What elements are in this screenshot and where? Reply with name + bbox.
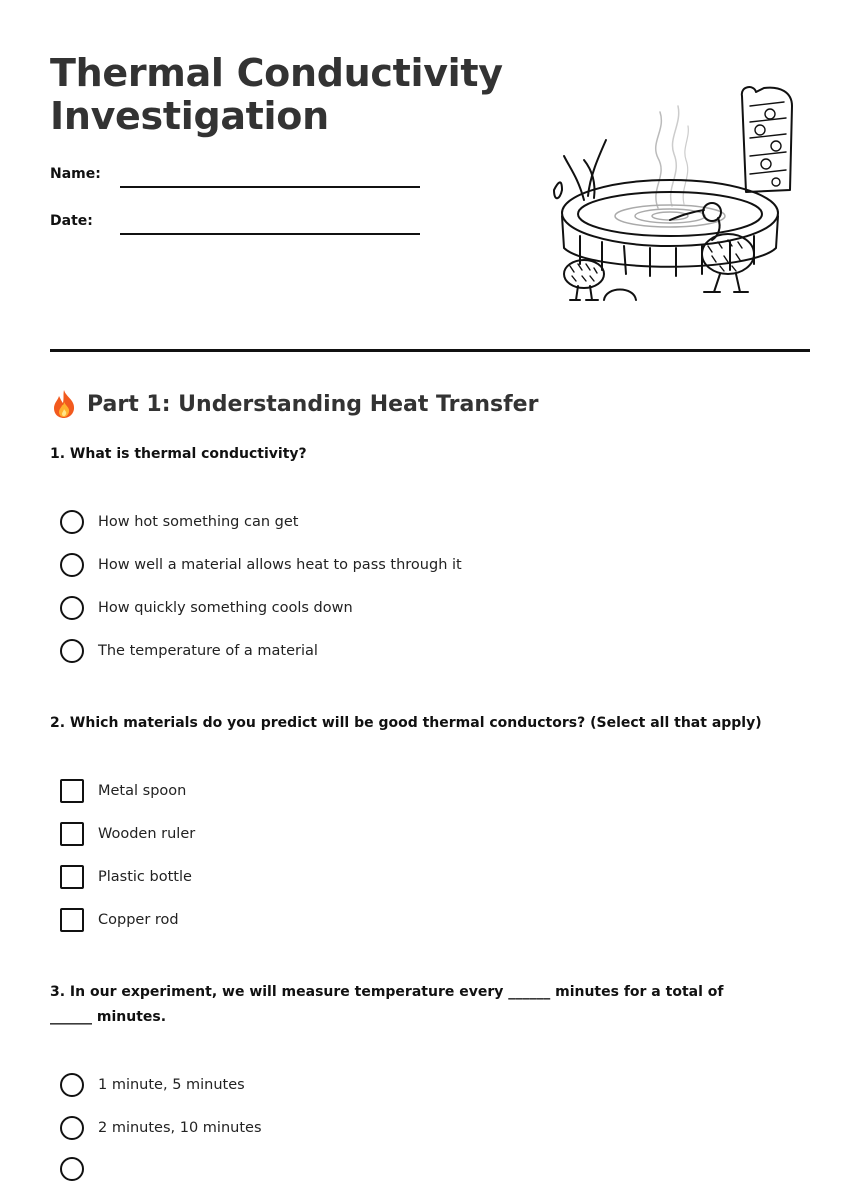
name-input-line[interactable] bbox=[120, 186, 420, 188]
title-line-2: Investigation bbox=[50, 94, 329, 138]
section-divider bbox=[50, 349, 810, 352]
option-label: 1 minute, 5 minutes bbox=[98, 1077, 245, 1093]
fire-emoji-icon bbox=[50, 389, 78, 419]
radio-button[interactable] bbox=[60, 639, 84, 663]
option-label: The temperature of a material bbox=[98, 643, 318, 659]
question-1-option-4[interactable] bbox=[60, 638, 318, 664]
option-label: How quickly something cools down bbox=[98, 600, 353, 616]
question-3-text: 3. In our experiment, we will measure temperature every ______ minutes for a total of ______ minutes. bbox=[50, 984, 724, 1025]
question-2-option-1[interactable] bbox=[60, 778, 186, 804]
question-1-option-1[interactable] bbox=[60, 509, 298, 535]
question-2-option-3[interactable] bbox=[60, 864, 192, 890]
question-2-text: 2. Which materials do you predict will be good thermal conductors? (Select all that apply) bbox=[50, 715, 762, 731]
question-1-option-2[interactable] bbox=[60, 552, 462, 578]
question-2-option-4[interactable] bbox=[60, 907, 179, 933]
radio-button[interactable] bbox=[60, 510, 84, 534]
option-label: Plastic bottle bbox=[98, 869, 192, 885]
name-field[interactable] bbox=[50, 166, 430, 190]
question-2-option-2[interactable] bbox=[60, 821, 195, 847]
option-label: 2 minutes, 10 minutes bbox=[98, 1120, 262, 1136]
hot-pool-kiwi-illustration bbox=[540, 78, 800, 308]
date-field[interactable] bbox=[50, 213, 430, 237]
checkbox[interactable] bbox=[60, 779, 84, 803]
option-label: How hot something can get bbox=[98, 514, 299, 530]
radio-button[interactable] bbox=[60, 596, 84, 620]
checkbox[interactable] bbox=[60, 822, 84, 846]
radio-button[interactable] bbox=[60, 1116, 84, 1140]
question-3-option-3-partial[interactable] bbox=[60, 1156, 98, 1182]
radio-button[interactable] bbox=[60, 1073, 84, 1097]
question-1-text: 1. What is thermal conductivity? bbox=[50, 446, 307, 462]
part1-heading-text: Part 1: Understanding Heat Transfer bbox=[87, 391, 539, 417]
option-label: How well a material allows heat to pass through it bbox=[98, 557, 462, 573]
part1-heading bbox=[50, 388, 538, 420]
option-label: Copper rod bbox=[98, 912, 179, 928]
question-3-option-2[interactable] bbox=[60, 1115, 262, 1141]
radio-button[interactable] bbox=[60, 553, 84, 577]
checkbox[interactable] bbox=[60, 865, 84, 889]
worksheet-title bbox=[50, 52, 520, 138]
title-line-1: Thermal Conductivity bbox=[50, 51, 503, 95]
question-1-option-3[interactable] bbox=[60, 595, 353, 621]
checkbox[interactable] bbox=[60, 908, 84, 932]
question-3-option-1[interactable] bbox=[60, 1072, 245, 1098]
option-label: Wooden ruler bbox=[98, 826, 196, 842]
name-label: Name: bbox=[50, 166, 101, 182]
date-input-line[interactable] bbox=[120, 233, 420, 235]
date-label: Date: bbox=[50, 213, 93, 229]
option-label: Metal spoon bbox=[98, 783, 187, 799]
